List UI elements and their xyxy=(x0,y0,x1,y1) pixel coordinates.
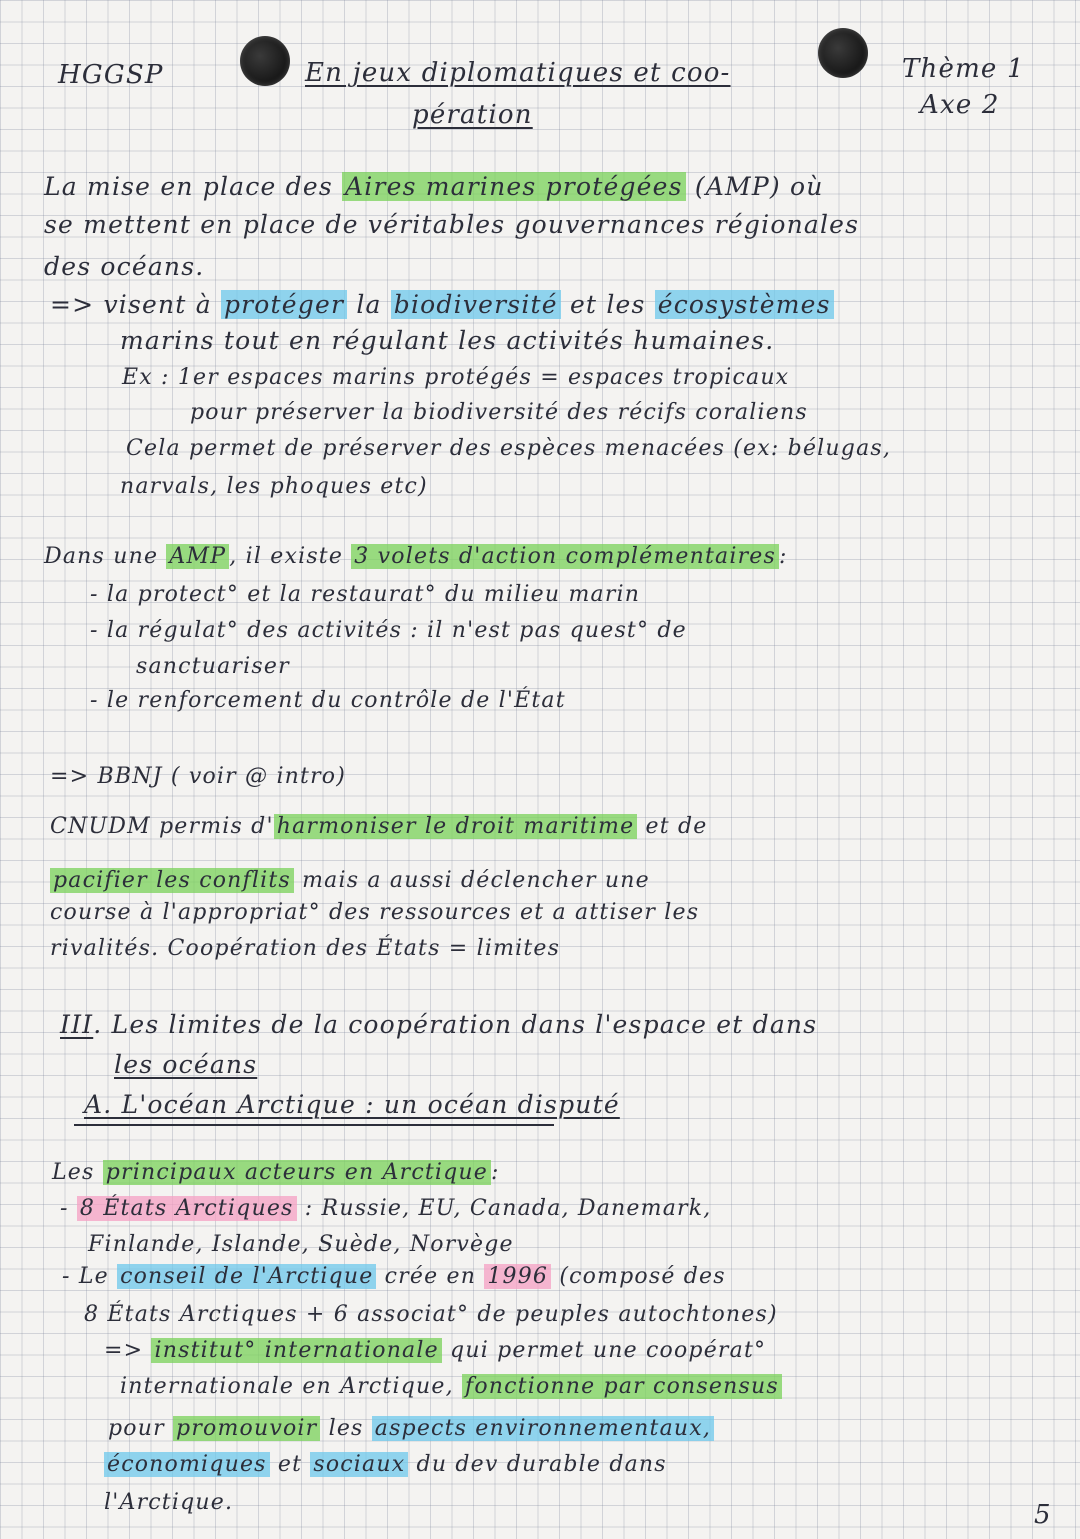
page-number: 5 xyxy=(1034,1500,1051,1530)
page-title-line1: En jeux diplomatiques et coo- xyxy=(305,58,731,88)
cnudm-post: et de xyxy=(645,814,708,839)
volets-post: : xyxy=(779,544,788,569)
volets-mid: , il existe xyxy=(229,544,344,569)
arrow1-line-3: Ex : 1er espaces marins protégés = espaces tropicaux xyxy=(122,365,790,390)
section-numeral: III xyxy=(60,1010,94,1039)
actors-countries-1: : Russie, EU, Canada, Danemark, xyxy=(304,1196,712,1221)
arrow-symbol: => xyxy=(50,290,95,319)
actors-line-8 xyxy=(108,1416,714,1441)
actors-line-9 xyxy=(104,1452,667,1477)
highlight-biodiversite: biodiversité xyxy=(391,290,561,319)
actors-line-7 xyxy=(120,1374,782,1399)
actors-cooperat: qui permet une coopérat° xyxy=(450,1338,767,1363)
arrow1-line-1 xyxy=(50,290,834,319)
actors-arrow: => xyxy=(104,1338,144,1363)
highlight-acteurs: principaux acteurs en Arctique xyxy=(103,1160,491,1185)
cnudm-line-4: rivalités. Coopération des États = limites xyxy=(50,936,561,961)
actors-compose: (composé des xyxy=(559,1264,726,1289)
subsection-heading: A. L'océan Arctique : un océan disputé xyxy=(84,1090,620,1119)
highlight-8-etats: 8 États Arctiques xyxy=(77,1196,297,1221)
volets-item-3: - le renforcement du contrôle de l'État xyxy=(90,688,566,713)
highlight-institut: institut° internationale xyxy=(151,1338,441,1363)
actors-line-4 xyxy=(62,1264,726,1289)
actors-le: - Le xyxy=(62,1264,109,1289)
cnudm-line-2 xyxy=(50,868,650,893)
actors-cree: crée en xyxy=(384,1264,477,1289)
cnudm-line-3: course à l'appropriat° des ressources et a attiser les xyxy=(50,900,700,925)
arrow1-la: la xyxy=(356,290,382,319)
highlight-ecosystemes: écosystèmes xyxy=(655,290,834,319)
actors-line-5: 8 États Arctiques + 6 associat° de peuples autochtones) xyxy=(84,1302,778,1327)
punch-hole-right xyxy=(818,28,868,78)
amp-line-3: des océans. xyxy=(44,252,205,281)
actors-les: les xyxy=(328,1416,364,1441)
arrow1-mid: et les xyxy=(569,290,646,319)
actors-et: et xyxy=(277,1452,303,1477)
axe-label: Axe 2 xyxy=(920,90,1000,120)
highlight-consensus: fonctionne par consensus xyxy=(462,1374,782,1399)
section-title-line-1: . Les limites de la coopération dans l'espace et dans xyxy=(93,1010,818,1039)
cnudm-line-1 xyxy=(50,814,707,839)
theme-label: Thème 1 xyxy=(902,54,1025,84)
actors-dash: - xyxy=(60,1196,69,1221)
highlight-proteger: protéger xyxy=(221,290,347,319)
amp-line-1-pre: La mise en place des xyxy=(44,172,333,201)
actors-internationale: internationale en Arctique, xyxy=(120,1374,454,1399)
bbnj-note: => BBNJ ( voir @ intro) xyxy=(50,764,347,789)
section-heading xyxy=(60,1010,817,1039)
actors-post: : xyxy=(491,1160,500,1185)
section-title-line-2: les océans xyxy=(114,1050,258,1079)
volets-item-2-cont: sanctuariser xyxy=(136,654,290,679)
section-rule xyxy=(74,1124,554,1126)
subject-label: HGGSP xyxy=(58,60,164,90)
highlight-environnementaux: aspects environnementaux, xyxy=(372,1416,714,1441)
highlight-harmoniser: harmoniser le droit maritime xyxy=(274,814,638,839)
highlight-volets: 3 volets d'action complémentaires xyxy=(351,544,779,569)
volets-item-1: - la protect° et la restaurat° du milieu marin xyxy=(90,582,641,607)
actors-line-1 xyxy=(52,1160,500,1185)
actors-dev-durable: du dev durable dans xyxy=(416,1452,667,1477)
volets-item-2: - la régulat° des activités : il n'est pas quest° de xyxy=(90,618,687,643)
punch-hole-left xyxy=(240,36,290,86)
volets-line-1 xyxy=(44,544,788,569)
actors-line-6 xyxy=(104,1338,766,1363)
highlight-1996: 1996 xyxy=(484,1264,551,1289)
page-title-line2: pération xyxy=(412,100,533,130)
actors-line-3: Finlande, Islande, Suède, Norvège xyxy=(88,1232,514,1257)
amp-highlight: Aires marines protégées xyxy=(342,172,686,201)
volets-pre: Dans une xyxy=(44,544,159,569)
highlight-amp: AMP xyxy=(166,544,229,569)
amp-line-1 xyxy=(44,172,824,201)
cnudm-line-2-post: mais a aussi déclencher une xyxy=(302,868,650,893)
arrow1-visent: visent à xyxy=(103,290,212,319)
highlight-sociaux: sociaux xyxy=(310,1452,408,1477)
amp-line-1-post: (AMP) où xyxy=(694,172,824,201)
highlight-pacifier: pacifier les conflits xyxy=(50,868,294,893)
actors-pre: Les xyxy=(52,1160,95,1185)
arrow1-line-6: narvals, les phoques etc) xyxy=(120,474,428,499)
actors-line-10: l'Arctique. xyxy=(104,1490,234,1515)
arrow1-line-5: Cela permet de préserver des espèces menacées (ex: bélugas, xyxy=(126,436,892,461)
highlight-economiques: économiques xyxy=(104,1452,270,1477)
arrow1-line-2: marins tout en régulant les activités humaines. xyxy=(120,326,775,355)
arrow1-line-4: pour préserver la biodiversité des récifs coraliens xyxy=(190,400,808,425)
actors-line-2 xyxy=(60,1196,711,1221)
cnudm-pre: CNUDM permis d' xyxy=(50,814,274,839)
amp-line-2: se mettent en place de véritables gouvernances régionales xyxy=(44,210,860,239)
highlight-promouvoir: promouvoir xyxy=(173,1416,320,1441)
actors-pour: pour xyxy=(108,1416,165,1441)
highlight-conseil: conseil de l'Arctique xyxy=(117,1264,376,1289)
